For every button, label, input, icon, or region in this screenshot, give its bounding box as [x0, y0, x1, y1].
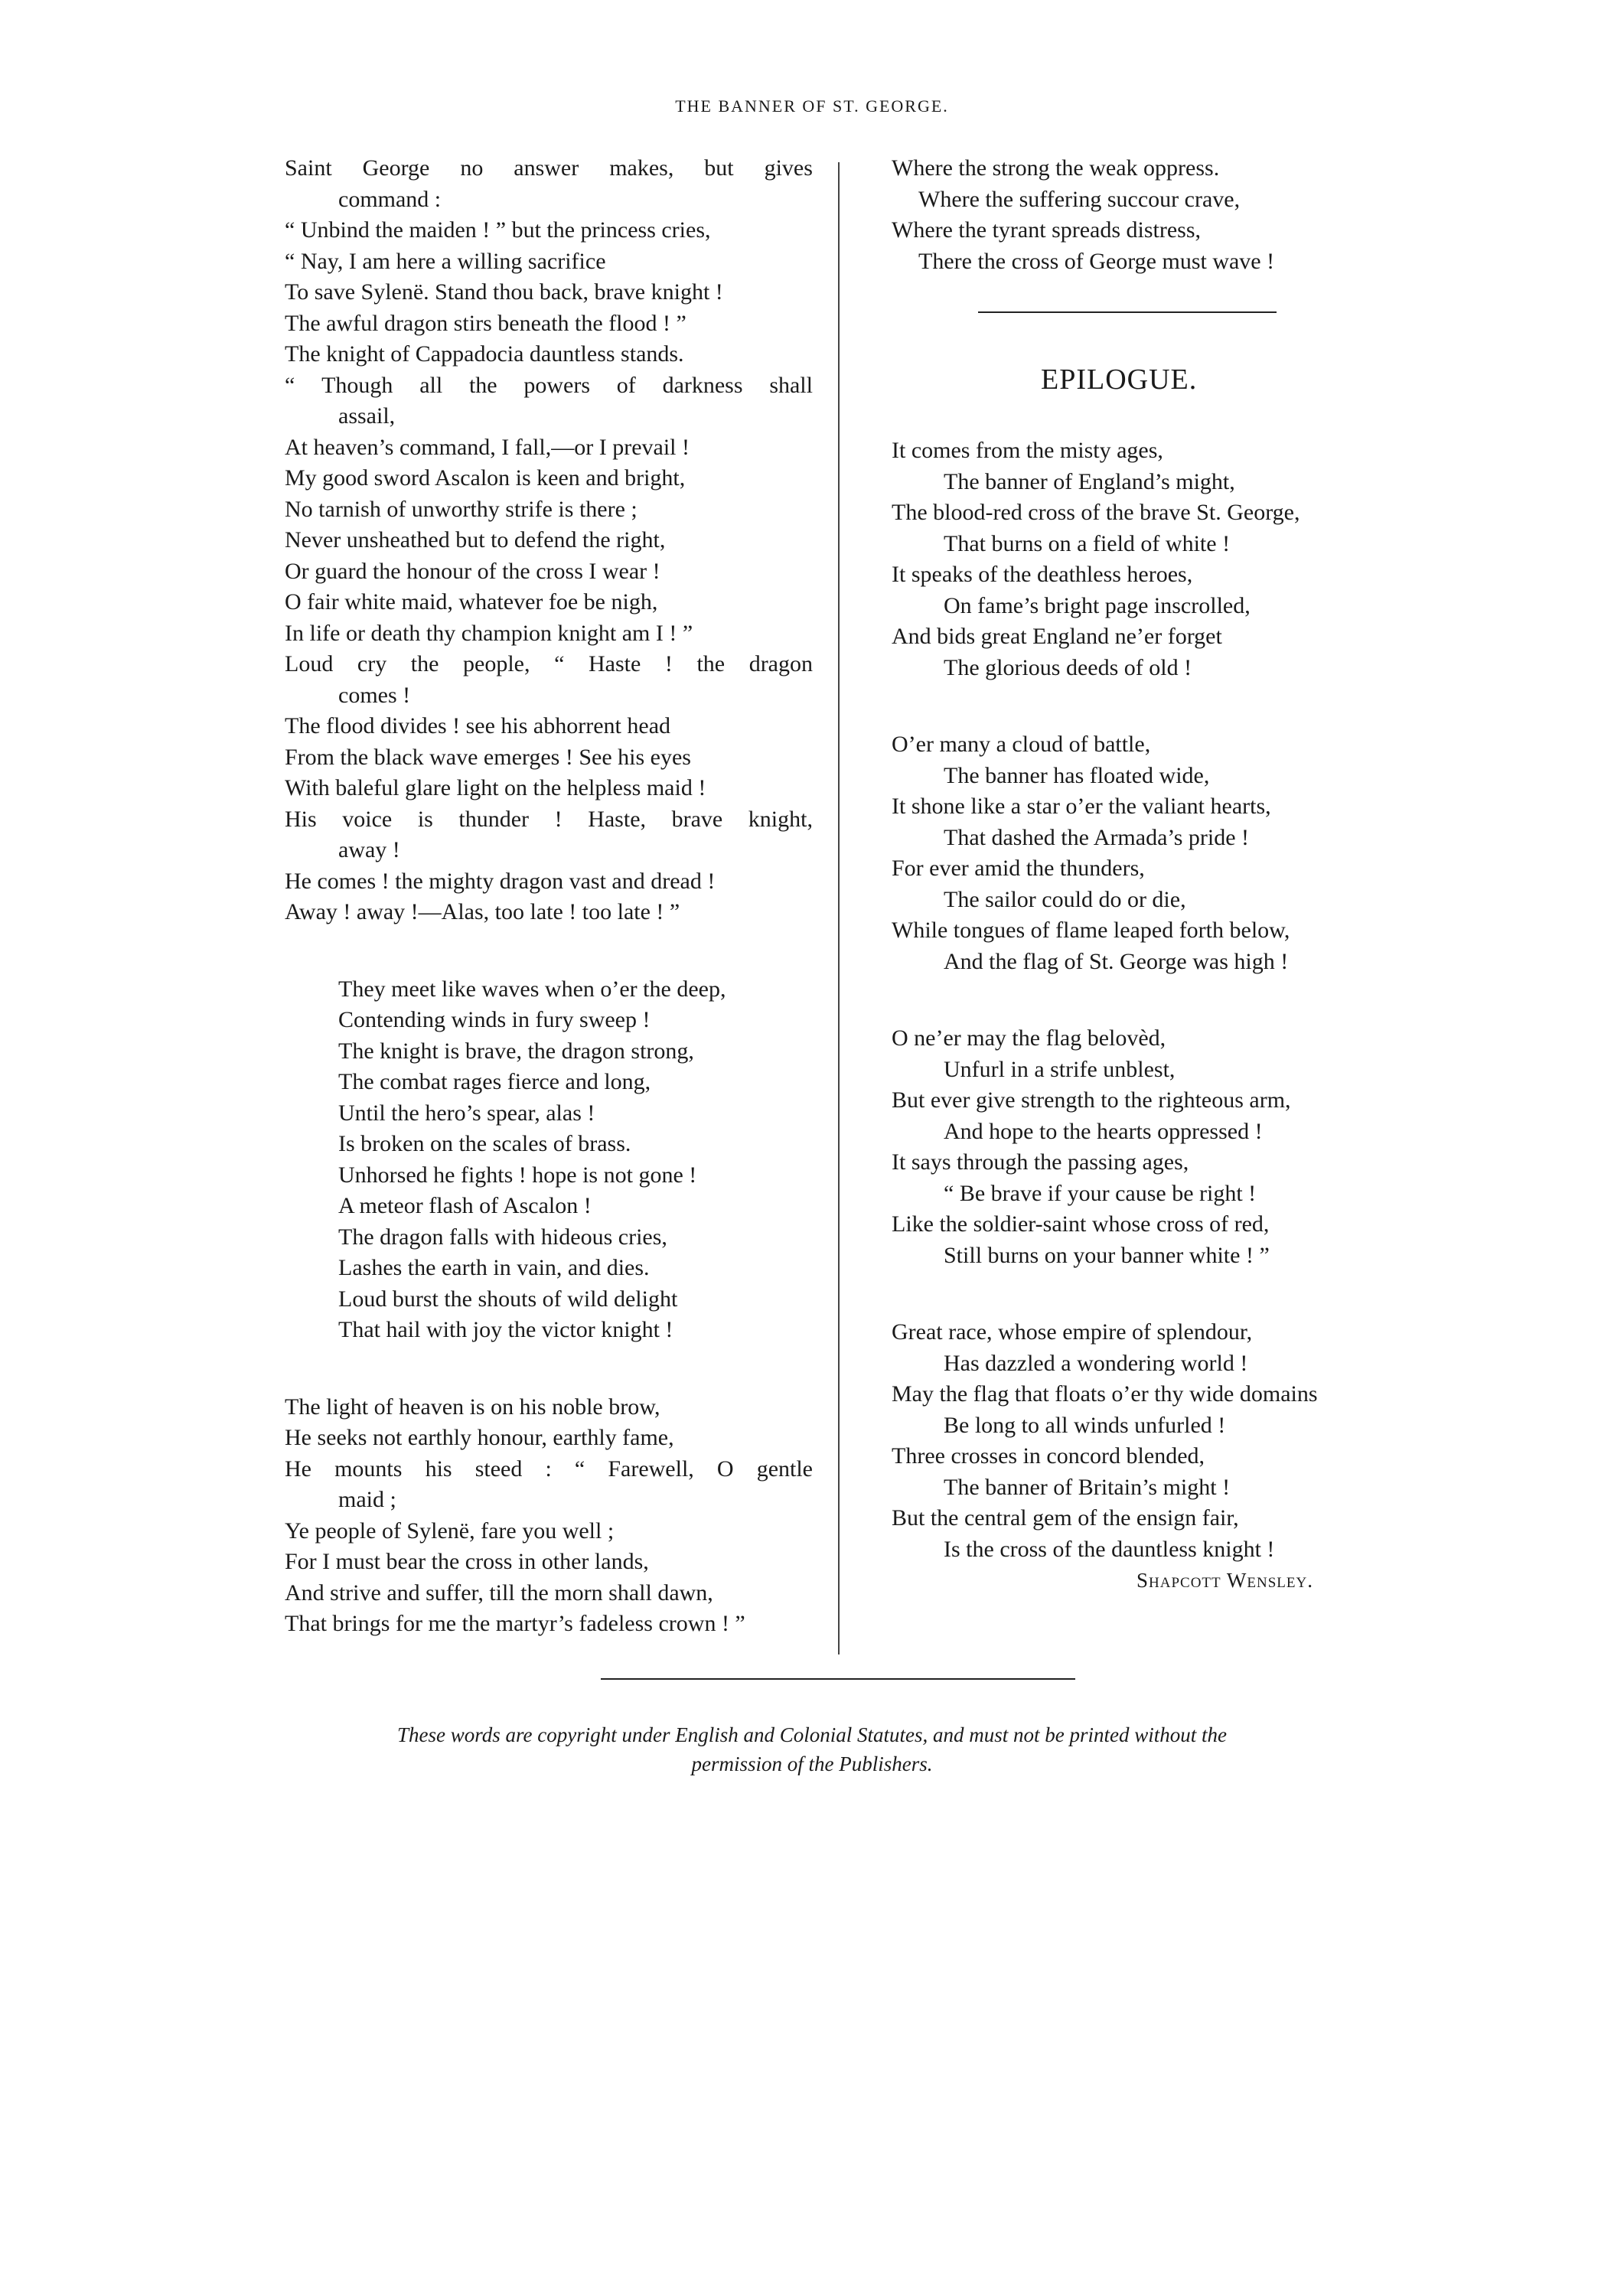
verse-line: A meteor flash of Ascalon ! [338, 1193, 592, 1218]
verse-line: Still burns on your banner white ! ” [944, 1242, 1270, 1268]
verse-line: Where the tyrant spreads distress, [892, 217, 1202, 243]
verse-line: And the flag of St. George was high ! [944, 948, 1289, 974]
verse-line: On fame’s bright page inscrolled, [944, 592, 1251, 618]
epilogue-title: EPILOGUE. [1041, 363, 1198, 396]
copyright-line-1: These words are copyright under English and Colonial Statutes, and must not be printed without the [397, 1723, 1227, 1746]
verse-line: The dragon falls with hideous cries, [338, 1224, 667, 1250]
verse-line: O’er many a cloud of battle, [892, 732, 1151, 757]
verse-line: The banner of Britain’s might ! [944, 1474, 1231, 1500]
verse-line: In life or death thy champion knight am I ! ” [285, 620, 693, 646]
verse-line: There the cross of George must wave ! [918, 248, 1275, 274]
verse-line: The knight of Cappadocia dauntless stands. [285, 341, 684, 367]
running-header: THE BANNER OF ST. GEORGE. [675, 96, 949, 116]
verse-line: Or guard the honour of the cross I wear ! [285, 558, 660, 584]
verse-line: For ever amid the thunders, [892, 856, 1145, 881]
verse-line: The sailor could do or die, [944, 886, 1186, 912]
epilogue-poem [892, 435, 1412, 1565]
verse-line: O ne’er may the flag belovèd, [892, 1025, 1166, 1051]
stanza-gap [892, 683, 1412, 729]
verse-line: Saint George no answer makes, but gives [285, 155, 813, 181]
verse-line: He seeks not earthly honour, earthly fame, [285, 1425, 674, 1450]
verse-line: Away ! away !—Alas, too late ! too late ! ” [285, 899, 680, 924]
verse-line: To save Sylenë. Stand thou back, brave knight ! [285, 279, 723, 305]
verse-line: That dashed the Armada’s pride ! [944, 824, 1250, 850]
verse-line: But ever give strength to the righteous arm, [892, 1087, 1291, 1113]
stanza-gap [285, 1346, 813, 1392]
verse-line: He mounts his steed : “ Farewell, O gentle [285, 1456, 813, 1482]
verse-line: The flood divides ! see his abhorrent head [285, 713, 671, 738]
verse-line: Three crosses in concord blended, [892, 1443, 1205, 1469]
section-rule [978, 311, 1277, 313]
verse-line: With baleful glare light on the helpless maid ! [285, 775, 706, 800]
verse-line: Unhorsed he fights ! hope is not gone ! [338, 1162, 697, 1188]
verse-line: For I must bear the cross in other lands, [285, 1549, 649, 1574]
author-signature: Shapcott Wensley. [1136, 1569, 1313, 1592]
verse-line: “ Unbind the maiden ! ” but the princess cries, [285, 217, 711, 243]
verse-line: comes ! [338, 682, 411, 708]
poem-continuation [892, 153, 1412, 277]
verse-line: Where the suffering succour crave, [918, 186, 1241, 212]
verse-line: maid ; [338, 1487, 396, 1512]
verse-line: Ye people of Sylenë, fare you well ; [285, 1518, 615, 1544]
verse-line: Contending winds in fury sweep ! [338, 1007, 651, 1032]
verse-line: command : [338, 186, 442, 212]
verse-line: He comes ! the mighty dragon vast and dread ! [285, 868, 716, 894]
verse-line: The blood-red cross of the brave St. George, [892, 500, 1300, 525]
column-divider [838, 162, 840, 1654]
verse-line: That hail with joy the victor knight ! [338, 1317, 673, 1342]
verse-line: It says through the passing ages, [892, 1149, 1189, 1175]
verse-line: Until the hero’s spear, alas ! [338, 1100, 595, 1126]
verse-line: At heaven’s command, I fall,—or I prevail ! [285, 434, 690, 460]
stanza-gap [892, 977, 1412, 1023]
verse-line: Be long to all winds unfurled ! [944, 1412, 1226, 1438]
verse-line: That brings for me the martyr’s fadeless crown ! ” [285, 1611, 745, 1636]
verse-line: It comes from the misty ages, [892, 438, 1163, 463]
verse-line: And hope to the hearts oppressed ! [944, 1118, 1263, 1144]
verse-line: The combat rages fierce and long, [338, 1069, 651, 1094]
verse-line: Loud cry the people, “ Haste ! the dragon [285, 651, 813, 676]
verse-line: Where the strong the weak oppress. [892, 155, 1220, 181]
verse-line: The awful dragon stirs beneath the flood ! ” [285, 310, 686, 336]
copyright-line-2: permission of the Publishers. [691, 1752, 933, 1775]
verse-line: My good sword Ascalon is keen and bright, [285, 465, 686, 491]
verse-line: Is broken on the scales of brass. [338, 1131, 631, 1156]
footer-rule [601, 1678, 1075, 1680]
verse-line: Like the soldier-saint whose cross of red, [892, 1211, 1270, 1237]
verse-line: That burns on a field of white ! [944, 530, 1231, 556]
verse-line: “ Though all the powers of darkness shall [285, 372, 813, 398]
stanza-gap [285, 928, 813, 974]
verse-line: From the black wave emerges ! See his eyes [285, 744, 691, 770]
verse-line: assail, [338, 403, 396, 429]
verse-line: While tongues of flame leaped forth below, [892, 918, 1290, 943]
verse-line: The knight is brave, the dragon strong, [338, 1038, 694, 1064]
verse-line: And strive and suffer, till the morn shall dawn, [285, 1579, 713, 1606]
verse-line: May the flag that floats o’er thy wide domains [892, 1381, 1318, 1407]
verse-line: Lashes the earth in vain, and dies. [338, 1255, 650, 1280]
left-column [285, 153, 813, 1640]
verse-line: His voice is thunder ! Haste, brave knight, [285, 806, 813, 832]
verse-line: It speaks of the deathless heroes, [892, 562, 1193, 587]
verse-line: Unfurl in a strife unblest, [944, 1056, 1176, 1082]
copyright-notice [230, 1720, 1394, 1778]
verse-line: Great race, whose empire of splendour, [892, 1319, 1253, 1345]
verse-line: “ Be brave if your cause be right ! [944, 1180, 1257, 1206]
verse-line: The light of heaven is on his noble brow, [285, 1394, 660, 1420]
verse-line: But the central gem of the ensign fair, [892, 1505, 1239, 1531]
verse-line: The glorious deeds of old ! [944, 654, 1192, 680]
verse-line: The banner of England’s might, [944, 468, 1235, 494]
verse-line: O fair white maid, whatever foe be nigh, [285, 589, 658, 615]
verse-line: away ! [338, 837, 400, 862]
verse-line: It shone like a star o’er the valiant hearts, [892, 794, 1271, 819]
verse-line: Is the cross of the dauntless knight ! [944, 1536, 1275, 1562]
right-column [892, 153, 1412, 1596]
verse-line: They meet like waves when o’er the deep, [338, 976, 726, 1002]
verse-line: Never unsheathed but to defend the right, [285, 527, 666, 553]
verse-line: “ Nay, I am here a willing sacrifice [285, 248, 606, 274]
verse-line: No tarnish of unworthy strife is there ; [285, 496, 638, 522]
verse-line: Loud burst the shouts of wild delight [338, 1286, 678, 1312]
stanza-gap [892, 1271, 1412, 1317]
verse-line: Has dazzled a wondering world ! [944, 1350, 1248, 1376]
verse-line: The banner has floated wide, [944, 762, 1210, 788]
verse-line: And bids great England ne’er forget [892, 624, 1222, 649]
